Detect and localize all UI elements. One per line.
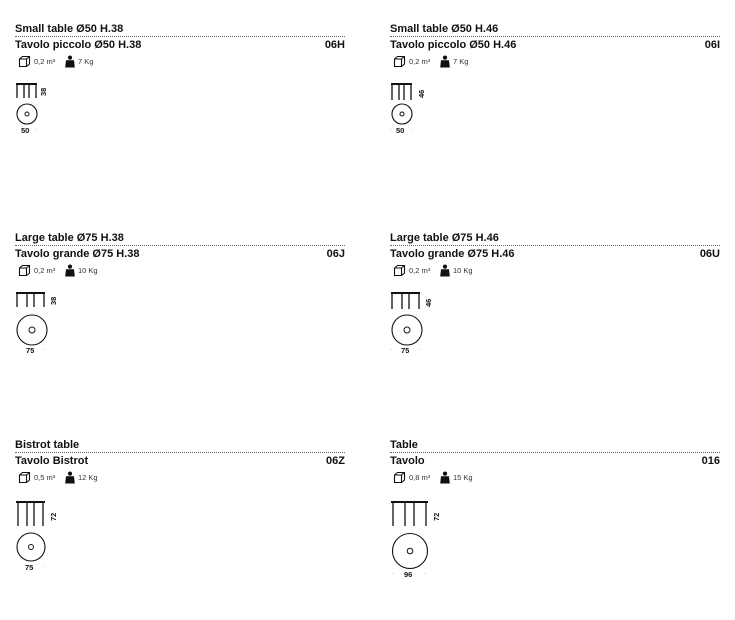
weight-icon xyxy=(65,264,75,277)
product-card xyxy=(390,439,720,579)
dotted-divider xyxy=(15,452,345,453)
dimension-tick: · xyxy=(15,127,17,133)
weight-icon xyxy=(65,55,75,68)
product-card xyxy=(390,232,720,355)
product-name-it: Tavolo Bistrot xyxy=(15,455,89,467)
table-top-view-icon xyxy=(391,532,429,570)
table-top-view-icon xyxy=(391,103,413,125)
volume-value: 0,2 m³ xyxy=(34,266,56,275)
height-dimension: 46 xyxy=(424,298,433,307)
dimension-tick: · xyxy=(15,564,17,570)
dimension-tick: · xyxy=(410,127,412,133)
dimension-tick: · xyxy=(44,347,46,353)
box-volume-icon xyxy=(393,55,406,68)
dimension-tick: · xyxy=(390,347,392,353)
dimension-tick: · xyxy=(44,564,46,570)
weight-value: 10 Kg xyxy=(453,266,473,275)
box-volume-icon xyxy=(18,55,31,68)
dimension-tick: · xyxy=(390,127,392,133)
height-dimension: 38 xyxy=(39,87,48,96)
product-code: 06I xyxy=(704,39,720,51)
product-card xyxy=(15,23,345,135)
dotted-divider xyxy=(15,36,345,37)
height-dimension: 72 xyxy=(49,512,58,521)
diameter-dimension: 50 xyxy=(21,126,30,135)
dimension-tick: · xyxy=(419,347,421,353)
dotted-divider xyxy=(390,36,720,37)
box-volume-icon xyxy=(18,471,31,484)
product-code: 06H xyxy=(324,39,345,51)
box-volume-icon xyxy=(393,264,406,277)
box-volume-icon xyxy=(18,264,31,277)
volume-value: 0,2 m³ xyxy=(409,266,431,275)
product-code: 06Z xyxy=(326,455,345,467)
table-side-view-icon xyxy=(390,83,414,101)
product-name-it: Tavolo piccolo Ø50 H.38 xyxy=(15,39,142,51)
product-name-en: Large table Ø75 H.46 xyxy=(390,232,499,244)
table-top-view-icon xyxy=(391,314,423,346)
product-name-en: Small table Ø50 H.46 xyxy=(390,23,499,35)
dotted-divider xyxy=(390,245,720,246)
volume-value: 0,8 m³ xyxy=(409,473,431,482)
box-volume-icon xyxy=(393,471,406,484)
table-top-view-icon xyxy=(16,103,38,125)
product-code: 06U xyxy=(699,248,720,260)
product-name-it: Tavolo piccolo Ø50 H.46 xyxy=(390,39,517,51)
dimension-tick: · xyxy=(15,347,17,353)
diameter-dimension: 75 xyxy=(401,346,410,355)
height-dimension: 46 xyxy=(417,89,426,98)
table-side-view-icon xyxy=(390,292,422,310)
dotted-divider xyxy=(15,245,345,246)
product-name-it: Tavolo grande Ø75 H.38 xyxy=(15,248,140,260)
diameter-dimension: 96 xyxy=(404,570,413,579)
table-side-view-icon xyxy=(15,292,47,308)
height-dimension: 72 xyxy=(432,512,441,521)
table-side-view-icon xyxy=(15,83,39,99)
weight-value: 12 Kg xyxy=(78,473,98,482)
weight-value: 15 Kg xyxy=(453,473,473,482)
product-name-it: Tavolo xyxy=(390,455,425,467)
product-name-en: Small table Ø50 H.38 xyxy=(15,23,124,35)
height-dimension: 38 xyxy=(49,296,58,305)
volume-value: 0,2 m³ xyxy=(34,57,56,66)
weight-icon xyxy=(65,471,75,484)
weight-value: 10 Kg xyxy=(78,266,98,275)
product-code: 06J xyxy=(326,248,345,260)
dimension-tick: · xyxy=(35,127,37,133)
dimension-tick: · xyxy=(392,571,394,577)
product-name-en: Table xyxy=(390,439,418,451)
weight-value: 7 Kg xyxy=(453,57,469,66)
dimension-tick: · xyxy=(424,571,426,577)
product-card xyxy=(390,23,720,135)
dotted-divider xyxy=(390,452,720,453)
product-name-en: Bistrot table xyxy=(15,439,80,451)
table-top-view-icon xyxy=(16,532,46,562)
weight-value: 7 Kg xyxy=(78,57,94,66)
weight-icon xyxy=(440,471,450,484)
volume-value: 0,2 m³ xyxy=(409,57,431,66)
product-card xyxy=(15,439,345,572)
diameter-dimension: 75 xyxy=(26,346,35,355)
diameter-dimension: 75 xyxy=(25,563,34,572)
table-side-view-icon xyxy=(390,501,430,527)
volume-value: 0,5 m³ xyxy=(34,473,56,482)
product-name-en: Large table Ø75 H.38 xyxy=(15,232,124,244)
product-code: 016 xyxy=(701,455,720,467)
table-side-view-icon xyxy=(15,501,47,527)
weight-icon xyxy=(440,264,450,277)
product-name-it: Tavolo grande Ø75 H.46 xyxy=(390,248,515,260)
weight-icon xyxy=(440,55,450,68)
product-card xyxy=(15,232,345,355)
table-top-view-icon xyxy=(16,314,48,346)
diameter-dimension: 50 xyxy=(396,126,405,135)
